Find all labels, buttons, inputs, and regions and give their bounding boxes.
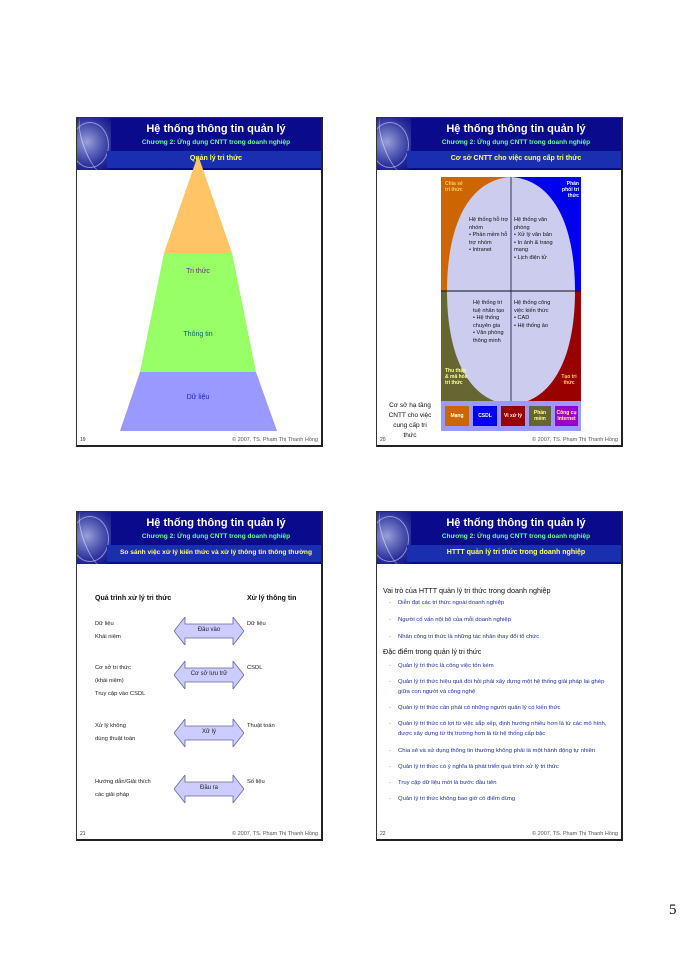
- slide-header: [377, 512, 621, 564]
- quadrant-item: • Hệ thống chuyên gia: [473, 315, 501, 329]
- information-processing-header: Xử lý thông tin: [247, 595, 297, 602]
- quadrant-group-systems: [469, 217, 509, 255]
- bullet-item: - Quản lý tri thức cần phải có những người quản lý có kiến thức: [389, 705, 561, 711]
- comparison-row-right: Số liệu: [247, 779, 265, 785]
- comparison-arrow-label: Cơ sở lưu trữ: [190, 671, 228, 677]
- slide-subtitle: Chương 2: Ứng dụng CNTT trong doanh nghiệp: [141, 533, 291, 540]
- bullet-item: - Người cố vấn nội bộ của mỗi doanh nghiệp: [389, 617, 511, 623]
- infra-box-internet-tools: Công cụ Internet: [555, 406, 578, 426]
- infra-box-network: Mạng: [445, 406, 469, 426]
- slide-title: Hệ thống thông tin quản lý: [146, 123, 286, 135]
- slide-topic: Quản lý tri thức: [189, 155, 243, 162]
- bullet-item: - Quản lý tri thức có ý nghĩa là phát triển quá trình xử lý tri thức: [389, 764, 559, 770]
- knowledge-processing-header: Quá trình xử lý tri thức: [95, 595, 172, 602]
- slide-subtitle: Chương 2: Ứng dụng CNTT trong doanh nghiệp: [441, 533, 591, 540]
- bullet-item: - Truy cập dữ liệu mới là bước đầu tiên: [389, 780, 497, 786]
- corner-label-distribute: Phân phối tri thức: [562, 181, 579, 199]
- knowledge-infrastructure-diagram: [377, 118, 623, 447]
- slide-topic: So sánh việc xử lý kiến thức và xử lý thông tin thông thường: [120, 549, 312, 556]
- comparison-row-left: Dữ liệu Khái niệm: [95, 621, 121, 640]
- bullet-item: - Quản lý tri thức là công việc tốn kém: [389, 663, 494, 669]
- pyramid-label-knowledge: Tri thức: [186, 268, 210, 275]
- quadrant-item: • Xử lý văn bản: [514, 232, 553, 239]
- slide-copyright: © 2007, TS. Phạm Thị Thanh Hồng: [532, 437, 618, 443]
- pyramid-level-data: [120, 372, 277, 431]
- slide-title: Hệ thống thông tin quản lý: [446, 123, 586, 135]
- bullet-item: - Quản lý tri thức có lợi từ việc sắp xếp, định hướng nhiều hơn là từ các mô hình, được xây dựng từ thị trường hơn là từ hệ thống cấp bậc: [389, 721, 607, 737]
- comparison-row-left: Xử lý không dùng thuật toán: [95, 723, 136, 742]
- quadrant-knowledge-work-systems: [514, 300, 558, 330]
- slide-copyright: © 2007, TS. Phạm Thị Thanh Hồng: [232, 437, 318, 443]
- infra-box-processor: Vi xử lý: [501, 406, 525, 426]
- section-heading-characteristics: Đặc điểm trong quản lý tri thức: [383, 647, 482, 656]
- comparison-row-left: Cơ sở tri thức (khái niệm) Truy cập vào CSDL: [95, 665, 146, 697]
- slide-number: 22: [380, 831, 386, 837]
- slide-subtitle: Chương 2: Ứng dụng CNTT trong doanh nghiệp: [441, 139, 591, 146]
- pyramid-level-knowledge: [164, 155, 232, 253]
- quadrant-title: Hệ thống hỗ trợ nhóm: [469, 217, 509, 231]
- page-number: 5: [669, 902, 677, 918]
- bullet-item: - Diễn đạt các tri thức ngoài doanh nghiệp: [389, 600, 505, 606]
- slide-copyright: © 2007, TS. Phạm Thị Thanh Hồng: [232, 831, 318, 837]
- slide-20: [376, 117, 623, 447]
- infra-box-software: Phần mềm: [529, 406, 551, 426]
- slide-22: [376, 511, 623, 841]
- comparison-arrow-label: Đầu ra: [199, 785, 218, 791]
- bullet-item: - Chia sẻ và sử dụng thông tin thường không phải là một hành động tự nhiên: [389, 748, 596, 754]
- comparison-row-right: Thuật toán: [247, 723, 275, 729]
- quadrant-item: • Văn phòng thông minh: [473, 330, 504, 344]
- bullet-item: - Quản lý tri thức hiệu quả đòi hỏi phải xây dựng một hệ thống giải pháp lai ghép giữa con người và công nghệ: [389, 679, 605, 695]
- slide-19: [76, 117, 323, 447]
- slide-number: 21: [80, 831, 86, 837]
- quadrant-title: Hệ thống trí tuệ nhân tạo: [473, 300, 505, 314]
- corner-label-create: Tạo tri thức: [561, 374, 577, 386]
- infra-box-database: CSDL: [473, 406, 497, 426]
- quadrant-title: Hệ thống công việc kiến thức: [514, 300, 551, 314]
- slide-header: [77, 512, 321, 564]
- comparison-row-left: Hướng dẫn/Giải thích các giải pháp: [95, 779, 151, 798]
- slide-title: Hệ thống thông tin quản lý: [146, 517, 286, 529]
- slide-21: [76, 511, 323, 841]
- slide-topic: HTTT quản lý tri thức trong doanh nghiệp: [446, 549, 586, 556]
- slide-number: 20: [380, 437, 386, 443]
- section-heading-role: Vai trò của HTTT quản lý tri thức trong doanh nghiệp: [383, 586, 551, 595]
- slide-copyright: © 2007, TS. Phạm Thị Thanh Hồng: [532, 831, 618, 837]
- bullet-item: - Nhân công tri thức là những tác nhân thay đổi tổ chức: [389, 634, 540, 640]
- quadrant-item: • Lịch điện tử: [514, 254, 547, 261]
- infrastructure-label: Cơ sở hạ tầng CNTT cho việc cung cấp tri thức: [388, 402, 432, 439]
- pyramid-label-data: Dữ liệu: [186, 394, 210, 401]
- quadrant-item: • In ảnh & trang mạng: [514, 239, 553, 254]
- slide-topic: Cơ sở CNTT cho việc cung cấp tri thức: [450, 155, 582, 162]
- quadrant-title: Hệ thống văn phòng: [514, 217, 548, 231]
- quadrant-ai-systems: [473, 300, 509, 346]
- bullet-item: - Quản lý tri thức không bao giờ có điểm dừng: [389, 796, 516, 802]
- globe-icon: [77, 512, 111, 564]
- globe-icon: [377, 512, 411, 564]
- comparison-arrow-label: Đầu vào: [197, 627, 221, 633]
- slide-number: 19: [80, 437, 86, 443]
- corner-label-share: Chia sẻ tri thức: [445, 181, 463, 193]
- comparison-arrow-label: Xử lý: [201, 729, 217, 735]
- slide-subtitle: Chương 2: Ứng dụng CNTT trong doanh nghiệp: [141, 139, 291, 146]
- comparison-row-right: Dữ liệu: [247, 621, 266, 627]
- quadrant-item: • CAD: [514, 315, 530, 322]
- quadrant-item: • Intranet: [469, 247, 492, 254]
- quadrant-office-systems: [514, 217, 558, 263]
- quadrant-item: • Hệ thống ảo: [514, 322, 548, 329]
- slide-title: Hệ thống thông tin quản lý: [446, 517, 586, 529]
- comparison-row-right: CSDL: [247, 665, 263, 671]
- pyramid-label-information: Thông tin: [183, 331, 213, 338]
- quadrant-item: • Phần mềm hỗ trợ nhóm: [469, 232, 508, 246]
- corner-label-capture: Thu thập & mã hóa tri thức: [445, 368, 468, 386]
